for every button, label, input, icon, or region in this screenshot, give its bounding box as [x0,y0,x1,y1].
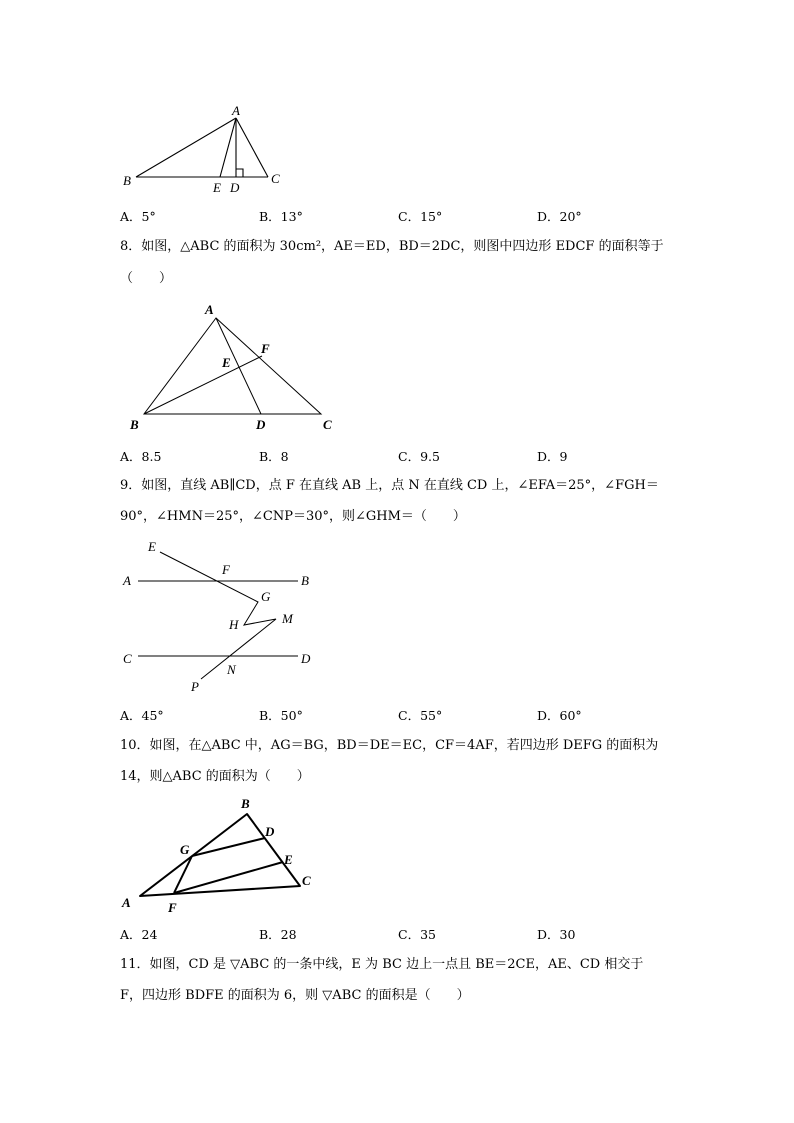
q9-figure [138,552,298,679]
q7-labels [123,103,280,195]
q9-label-p: P [191,679,199,694]
q9-option-a[interactable]: A．45° [120,708,164,723]
q10-stem-line1: 10．如图，在△ABC 中，AG＝BG，BD＝DE＝EC，CF＝4AF，若四边形 DEFG 的面积为 [120,738,659,753]
q9-label-m: M [282,611,293,626]
q10-label-d: D [265,824,275,839]
q8-label-c: C [323,417,332,432]
q7-label-e: E [213,180,221,195]
q7-label-a: A [232,103,240,118]
q9-label-d: D [301,651,311,666]
q9-option-d[interactable]: D．60° [537,708,582,723]
q8-label-a: A [205,302,214,317]
q7-figure [136,118,268,177]
q9-option-b[interactable]: B．50° [259,708,303,723]
q9-label-c: C [123,651,132,666]
q9-label-g: G [261,589,271,604]
q7-option-a[interactable]: A．5° [120,209,156,224]
q10-figure [140,814,300,896]
q8-option-c[interactable]: C．9.5 [398,449,440,464]
q8-label-b: B [130,417,139,432]
q10-label-b: B [241,796,250,811]
q10-label-g: G [180,842,190,857]
q7-option-c[interactable]: C．15° [398,209,443,224]
q8-stem-line2: （ ） [120,271,173,286]
q7-option-b[interactable]: B．13° [259,209,303,224]
q7-label-d: D [230,180,240,195]
q10-option-c[interactable]: C．35 [398,927,436,942]
q10-stem-line2: 14，则△ABC 的面积为（ ） [120,769,310,784]
q9-options [120,706,720,724]
q10-label-e: E [284,852,293,867]
q9-label-n: N [227,662,236,677]
q10-option-d[interactable]: D．30 [537,927,576,942]
q8-stem-line1: 8．如图，△ABC 的面积为 30cm²，AE＝ED，BD＝2DC，则图中四边形 EDCF 的面积等于 [120,239,664,254]
q7-option-d[interactable]: D．20° [537,209,582,224]
q9-stem-line2: 90°，∠HMN＝25°，∠CNP＝30°，则∠GHM＝（ ） [120,509,466,524]
q9-label-b: B [301,573,309,588]
q10-option-b[interactable]: B．28 [259,927,297,942]
q7-label-c: C [271,171,280,186]
q10-options [120,925,720,943]
q9-stem-line1: 9．如图，直线 AB∥CD，点 F 在直线 AB 上，点 N 在直线 CD 上，∠EFA＝25°，∠FGH＝ [120,478,659,493]
q7-label-b: B [123,173,131,188]
q9-label-a: A [123,573,131,588]
q8-option-d[interactable]: D．9 [537,449,568,464]
q9-label-f: F [222,562,230,577]
q8-figure [144,318,321,414]
q10-option-a[interactable]: A．24 [120,927,158,942]
q8-label-f: F [261,341,270,356]
q9-label-h: H [229,617,239,632]
q8-option-a[interactable]: A．8.5 [120,449,162,464]
q10-labels [121,796,311,915]
q11-stem-line1: 11．如图，CD 是 ▽ABC 的一条中线，E 为 BC 边上一点且 BE＝2CE，AE、CD 相交于 [120,957,644,972]
q8-label-d: D [256,417,266,432]
q9-labels [122,539,311,694]
q10-label-a: A [122,895,131,910]
q7-options [120,207,720,225]
q8-label-e: E [222,355,231,370]
q9-option-c[interactable]: C．55° [398,708,443,723]
q8-labels [129,302,332,432]
q8-option-b[interactable]: B．8 [259,449,289,464]
q8-options [120,447,720,465]
q10-label-c: C [302,873,311,888]
q11-stem-line2: F，四边形 BDFE 的面积为 6，则 ▽ABC 的面积是（ ） [120,988,470,1003]
q10-label-f: F [168,900,177,915]
q9-label-e: E [148,539,156,554]
right-angle-mark [236,169,243,177]
